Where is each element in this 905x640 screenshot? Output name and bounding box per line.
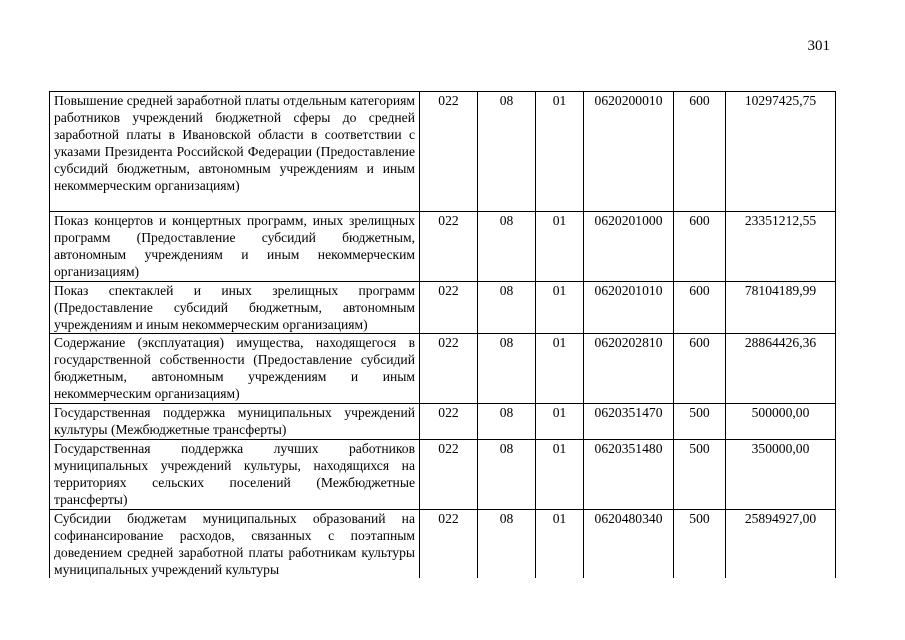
- expense-type-code: 600: [674, 92, 726, 212]
- expense-type-code: 600: [674, 334, 726, 404]
- subsection-code: 01: [536, 212, 584, 282]
- row-description: Государственная поддержка муниципальных учреждений культуры (Межбюджетные трансферты): [50, 404, 420, 440]
- amount: 78104189,99: [726, 282, 836, 334]
- row-description: Показ спектаклей и иных зрелищных программ (Предоставление субсидий бюджетным, автономным учреждениям и иным некоммерческим организациям): [50, 282, 420, 334]
- budget-table: [49, 91, 836, 578]
- ministry-code: 022: [420, 404, 478, 440]
- ministry-code: 022: [420, 510, 478, 579]
- section-code: 08: [478, 212, 536, 282]
- subsection-code: 01: [536, 510, 584, 579]
- expense-type-code: 500: [674, 510, 726, 579]
- amount: 500000,00: [726, 404, 836, 440]
- expense-type-code: 500: [674, 440, 726, 510]
- target-article-code: 0620201000: [584, 212, 674, 282]
- expense-type-code: 600: [674, 282, 726, 334]
- ministry-code: 022: [420, 212, 478, 282]
- expense-type-code: 500: [674, 404, 726, 440]
- target-article-code: 0620202810: [584, 334, 674, 404]
- target-article-code: 0620351480: [584, 440, 674, 510]
- table-row: [50, 212, 836, 282]
- table-row: [50, 282, 836, 334]
- subsection-code: 01: [536, 92, 584, 212]
- row-description: Показ концертов и концертных программ, иных зрелищных программ (Предоставление субсидий бюджетным, автономным учреждениям и иным некоммерческим организациям): [50, 212, 420, 282]
- ministry-code: 022: [420, 334, 478, 404]
- expense-type-code: 600: [674, 212, 726, 282]
- table-row: [50, 510, 836, 579]
- amount: 23351212,55: [726, 212, 836, 282]
- subsection-code: 01: [536, 334, 584, 404]
- row-description: Повышение средней заработной платы отдельным категориям работников учреждений бюджетной сферы до средней заработной платы в Ивановской области в соответствии с указами Президента Российской Федерации (Предоставление субсидий бюджетным, автономным учреждениям и иным некоммерческим организациям): [50, 92, 420, 212]
- subsection-code: 01: [536, 404, 584, 440]
- ministry-code: 022: [420, 92, 478, 212]
- target-article-code: 0620200010: [584, 92, 674, 212]
- ministry-code: 022: [420, 282, 478, 334]
- row-description: Субсидии бюджетам муниципальных образований на софинансирование расходов, связанных с поэтапным доведением средней заработной платы работникам культуры муниципальных учреждений культуры: [50, 510, 420, 579]
- row-description: Содержание (эксплуатация) имущества, находящегося в государственной собственности (Предоставление субсидий бюджетным, автономным учреждениям и иным некоммерческим организациям): [50, 334, 420, 404]
- subsection-code: 01: [536, 440, 584, 510]
- amount: 10297425,75: [726, 92, 836, 212]
- section-code: 08: [478, 510, 536, 579]
- ministry-code: 022: [420, 440, 478, 510]
- section-code: 08: [478, 334, 536, 404]
- target-article-code: 0620201010: [584, 282, 674, 334]
- target-article-code: 0620480340: [584, 510, 674, 579]
- target-article-code: 0620351470: [584, 404, 674, 440]
- section-code: 08: [478, 404, 536, 440]
- section-code: 08: [478, 92, 536, 212]
- amount: 28864426,36: [726, 334, 836, 404]
- section-code: 08: [478, 440, 536, 510]
- amount: 25894927,00: [726, 510, 836, 579]
- subsection-code: 01: [536, 282, 584, 334]
- table-row: [50, 404, 836, 440]
- row-description: Государственная поддержка лучших работников муниципальных учреждений культуры, находящихся на территориях сельских поселений (Межбюджетные трансферты): [50, 440, 420, 510]
- table-row: [50, 334, 836, 404]
- amount: 350000,00: [726, 440, 836, 510]
- section-code: 08: [478, 282, 536, 334]
- table-row: [50, 92, 836, 212]
- page-number: 301: [807, 38, 830, 54]
- table-row: [50, 440, 836, 510]
